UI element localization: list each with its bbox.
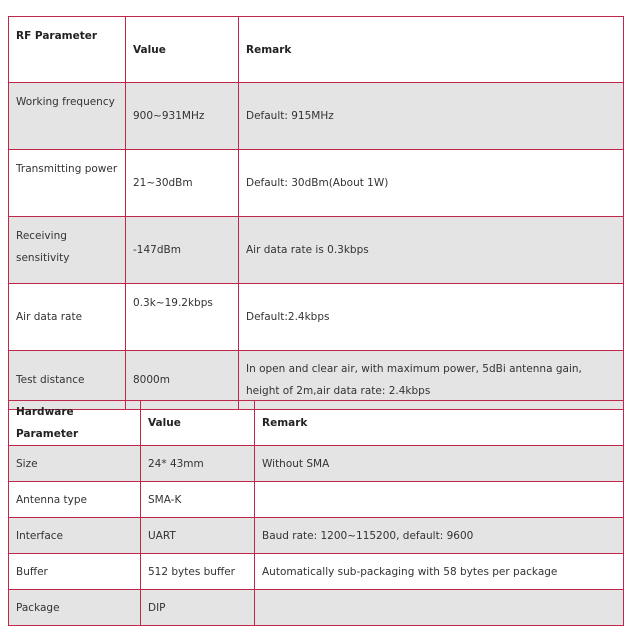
param-cell: Air data rate [9, 284, 126, 351]
remark-cell: Baud rate: 1200~115200, default: 9600 [255, 518, 624, 554]
value-cell: 900~931MHz [126, 83, 239, 150]
param-cell: Size [9, 446, 141, 482]
value-cell: DIP [141, 590, 255, 626]
param-cell: Transmitting power [9, 150, 126, 217]
remark-cell [255, 482, 624, 518]
value-cell: -147dBm [126, 217, 239, 284]
table-row [9, 554, 624, 590]
value-cell: SMA-K [141, 482, 255, 518]
table-row [9, 150, 624, 217]
header-value: Value [141, 401, 255, 446]
param-cell: Receiving sensitivity [9, 217, 126, 284]
value-cell: 21~30dBm [126, 150, 239, 217]
rf-parameter-table [8, 16, 624, 410]
remark-cell: Without SMA [255, 446, 624, 482]
value-cell: 0.3k~19.2kbps [126, 284, 239, 351]
value-cell: 8000m [126, 351, 239, 410]
header-hardware-parameter: Hardware Parameter [9, 401, 141, 446]
table-header-row [9, 17, 624, 83]
header-rf-parameter: RF Parameter [9, 17, 126, 83]
remark-cell: In open and clear air, with maximum power, 5dBi antenna gain, height of 2m,air data rate: 2.4kbps [239, 351, 624, 410]
header-value: Value [126, 17, 239, 83]
remark-cell: Automatically sub-packaging with 58 bytes per package [255, 554, 624, 590]
param-cell: Antenna type [9, 482, 141, 518]
remark-cell [255, 590, 624, 626]
param-cell: Test distance [9, 351, 126, 410]
table-row [9, 217, 624, 284]
param-cell: Working frequency [9, 83, 126, 150]
param-cell: Interface [9, 518, 141, 554]
remark-cell: Default: 915MHz [239, 83, 624, 150]
header-remark: Remark [255, 401, 624, 446]
table-row [9, 83, 624, 150]
table-row [9, 518, 624, 554]
table-row [9, 446, 624, 482]
remark-cell: Air data rate is 0.3kbps [239, 217, 624, 284]
table-row [9, 482, 624, 518]
hardware-parameter-table [8, 400, 624, 626]
table-header-row [9, 401, 624, 446]
remark-cell: Default: 30dBm(About 1W) [239, 150, 624, 217]
table-row [9, 590, 624, 626]
value-cell: 24* 43mm [141, 446, 255, 482]
header-remark: Remark [239, 17, 624, 83]
remark-cell: Default:2.4kbps [239, 284, 624, 351]
param-cell: Package [9, 590, 141, 626]
table-row [9, 284, 624, 351]
value-cell: UART [141, 518, 255, 554]
value-cell: 512 bytes buffer [141, 554, 255, 590]
param-cell: Buffer [9, 554, 141, 590]
